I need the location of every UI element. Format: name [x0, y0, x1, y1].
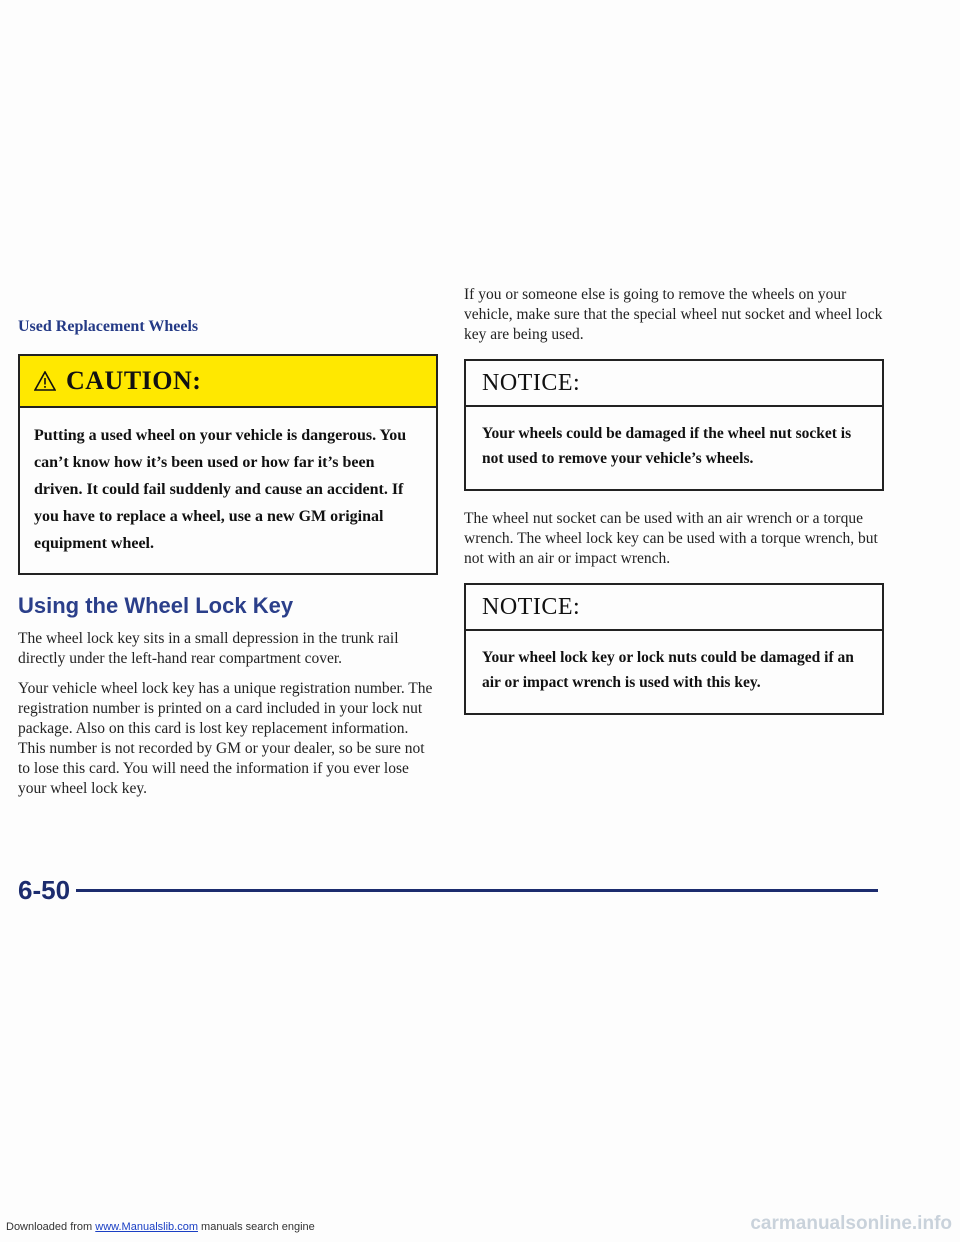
notice-title: NOTICE:: [482, 369, 581, 396]
notice-title: NOTICE:: [482, 593, 581, 620]
notice-text: Your wheel lock key or lock nuts could be damaged if an air or impact wrench is used with this key.: [482, 649, 854, 691]
paragraph-key-location: The wheel lock key sits in a small depression in the trunk rail directly under the left-hand rear compartment cover.: [18, 630, 399, 667]
download-suffix: manuals search engine: [197, 1221, 315, 1233]
manualslib-link[interactable]: www.Manualslib.com: [95, 1221, 198, 1233]
subhead-used-replacement-wheels: Used Replacement Wheels: [18, 318, 199, 335]
notice-box-lock-key: [464, 583, 884, 715]
download-source-note: [6, 1221, 315, 1233]
site-watermark: carmanualsonline.info: [750, 1213, 952, 1234]
download-prefix: Downloaded from: [6, 1221, 96, 1233]
paragraph-registration-number: Your vehicle wheel lock key has a unique registration number. The registration number is printed on a card included in your lock nut package. Also on this card is lost key replacement information. This number is not recorded by GM or your dealer, so be sure not to lose this card. You will need the information if you ever lose your wheel lock key.: [18, 680, 433, 797]
warning-triangle-icon: [34, 371, 56, 391]
notice-box-socket: [464, 359, 884, 491]
left-column: [18, 318, 438, 809]
notice-header: [466, 361, 882, 407]
notice-text: Your wheels could be damaged if the wheel nut socket is not used to remove your vehicle’s wheels.: [482, 425, 852, 467]
notice-header: [466, 585, 882, 631]
caution-header: [20, 356, 436, 408]
caution-text: Putting a used wheel on your vehicle is dangerous. You can’t know how it’s been used or how far it’s been driven. It could fail suddenly and cause an accident. If you have to replace a wheel, use a new GM original equipment wheel.: [34, 427, 407, 552]
footer-rule: [76, 889, 878, 892]
right-column: [464, 285, 884, 715]
paragraph-remove-wheels: If you or someone else is going to remove the wheels on your vehicle, make sure that the special wheel nut socket and wheel lock key are being used.: [464, 286, 883, 343]
paragraph-wrench-usage: The wheel nut socket can be used with an air wrench or a torque wrench. The wheel lock key can be used with a torque wrench, but not with an air or impact wrench.: [464, 510, 878, 567]
page-number: 6-50: [18, 874, 71, 905]
page-footer: [18, 875, 878, 905]
caution-title: CAUTION:: [66, 366, 202, 395]
caution-box: [18, 354, 438, 575]
section-heading-wheel-lock-key: Using the Wheel Lock Key: [18, 593, 294, 618]
